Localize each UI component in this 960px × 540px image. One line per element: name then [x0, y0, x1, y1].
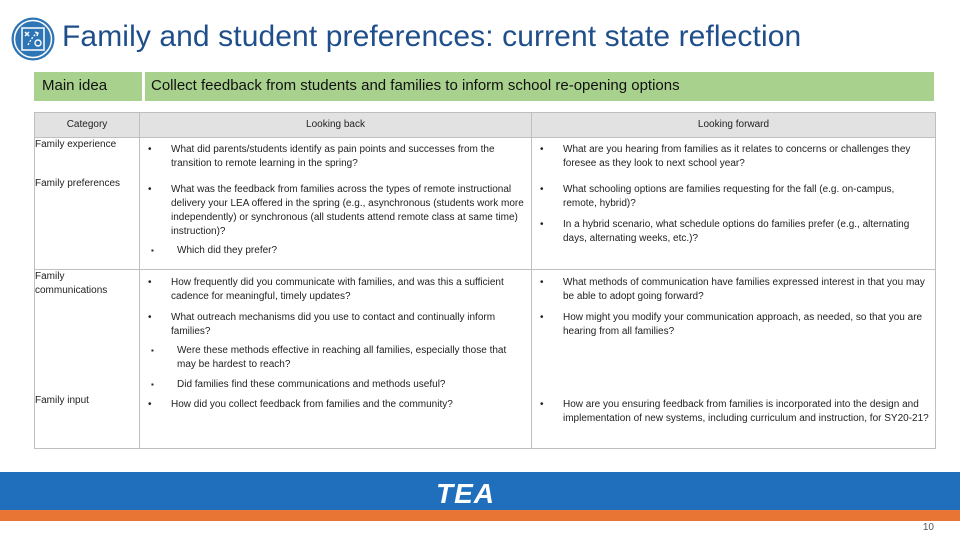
question-text: What was the feedback from families across the types of remote instructional delivery your LEA offered in the spring (e.g., asynchronous (students work more independently) or synchronous (all students attend remote class at same time) instruction)?	[171, 183, 524, 237]
list-item	[140, 311, 531, 392]
list-item: • How might you modify your communication approach, as needed, so that you are hearing from all families?	[532, 311, 935, 339]
looking-back-cell	[140, 177, 532, 270]
list-item: • How frequently did you communicate with families, and was this a sufficient cadence for meaningful, timely updates?	[140, 276, 531, 304]
main-idea-text-box	[145, 72, 934, 101]
main-idea-label: Main idea	[42, 77, 108, 94]
category-cell: Family communications	[35, 270, 140, 394]
header-looking-forward: Looking forward	[532, 113, 936, 138]
looking-back-cell	[140, 138, 532, 177]
looking-back-cell	[140, 394, 532, 449]
strategy-playbook-icon	[10, 16, 56, 62]
header-category: Category	[35, 113, 140, 138]
sub-list-item: ▪ Did families find these communications and methods useful?	[140, 378, 525, 392]
looking-back-cell	[140, 270, 532, 394]
sub-list-item: ▪ Which did they prefer?	[140, 244, 525, 258]
category-cell: Family preferences	[35, 177, 140, 270]
main-idea-text: Collect feedback from students and families to inform school re-opening options	[151, 77, 680, 94]
question-text: What outreach mechanisms did you use to contact and continually inform families?	[171, 312, 496, 337]
looking-forward-cell	[532, 177, 936, 270]
sub-list-item: ▪ Were these methods effective in reaching all families, especially those that may be hardest to reach?	[140, 344, 525, 372]
table-row	[35, 394, 936, 449]
header-looking-back: Looking back	[140, 113, 532, 138]
table-row	[35, 177, 936, 270]
footer-orange-bar	[0, 510, 960, 521]
list-item: • How are you ensuring feedback from families is incorporated into the design and implementation of new systems, including curriculum and instruction, for SY20-21?	[532, 398, 935, 426]
tea-logo: TEA	[436, 478, 495, 509]
list-item: • What did parents/students identify as pain points and successes from the transition to remote learning in the spring?	[140, 143, 531, 171]
looking-forward-cell	[532, 270, 936, 394]
list-item: • What are you hearing from families as it relates to concerns or challenges they foresee as they look to next school year?	[532, 143, 935, 171]
table-row	[35, 138, 936, 177]
category-cell: Family experience	[35, 138, 140, 177]
table-row	[35, 270, 936, 394]
list-item: • What schooling options are families requesting for the fall (e.g. on-campus, remote, hybrid)?	[532, 183, 935, 211]
list-item	[140, 183, 531, 258]
list-item: • How did you collect feedback from families and the community?	[140, 398, 531, 412]
looking-forward-cell	[532, 138, 936, 177]
list-item: • What methods of communication have families expressed interest in that you may be able to adopt going forward?	[532, 276, 935, 304]
reflection-table	[34, 112, 936, 449]
looking-forward-cell	[532, 394, 936, 449]
category-cell: Family input	[35, 394, 140, 449]
list-item: • In a hybrid scenario, what schedule options do families prefer (e.g., alternating days, alternating weeks, etc.)?	[532, 218, 935, 246]
page-title: Family and student preferences: current state reflection	[62, 20, 802, 53]
main-idea-label-box	[34, 72, 142, 101]
page-number: 10	[922, 522, 934, 533]
